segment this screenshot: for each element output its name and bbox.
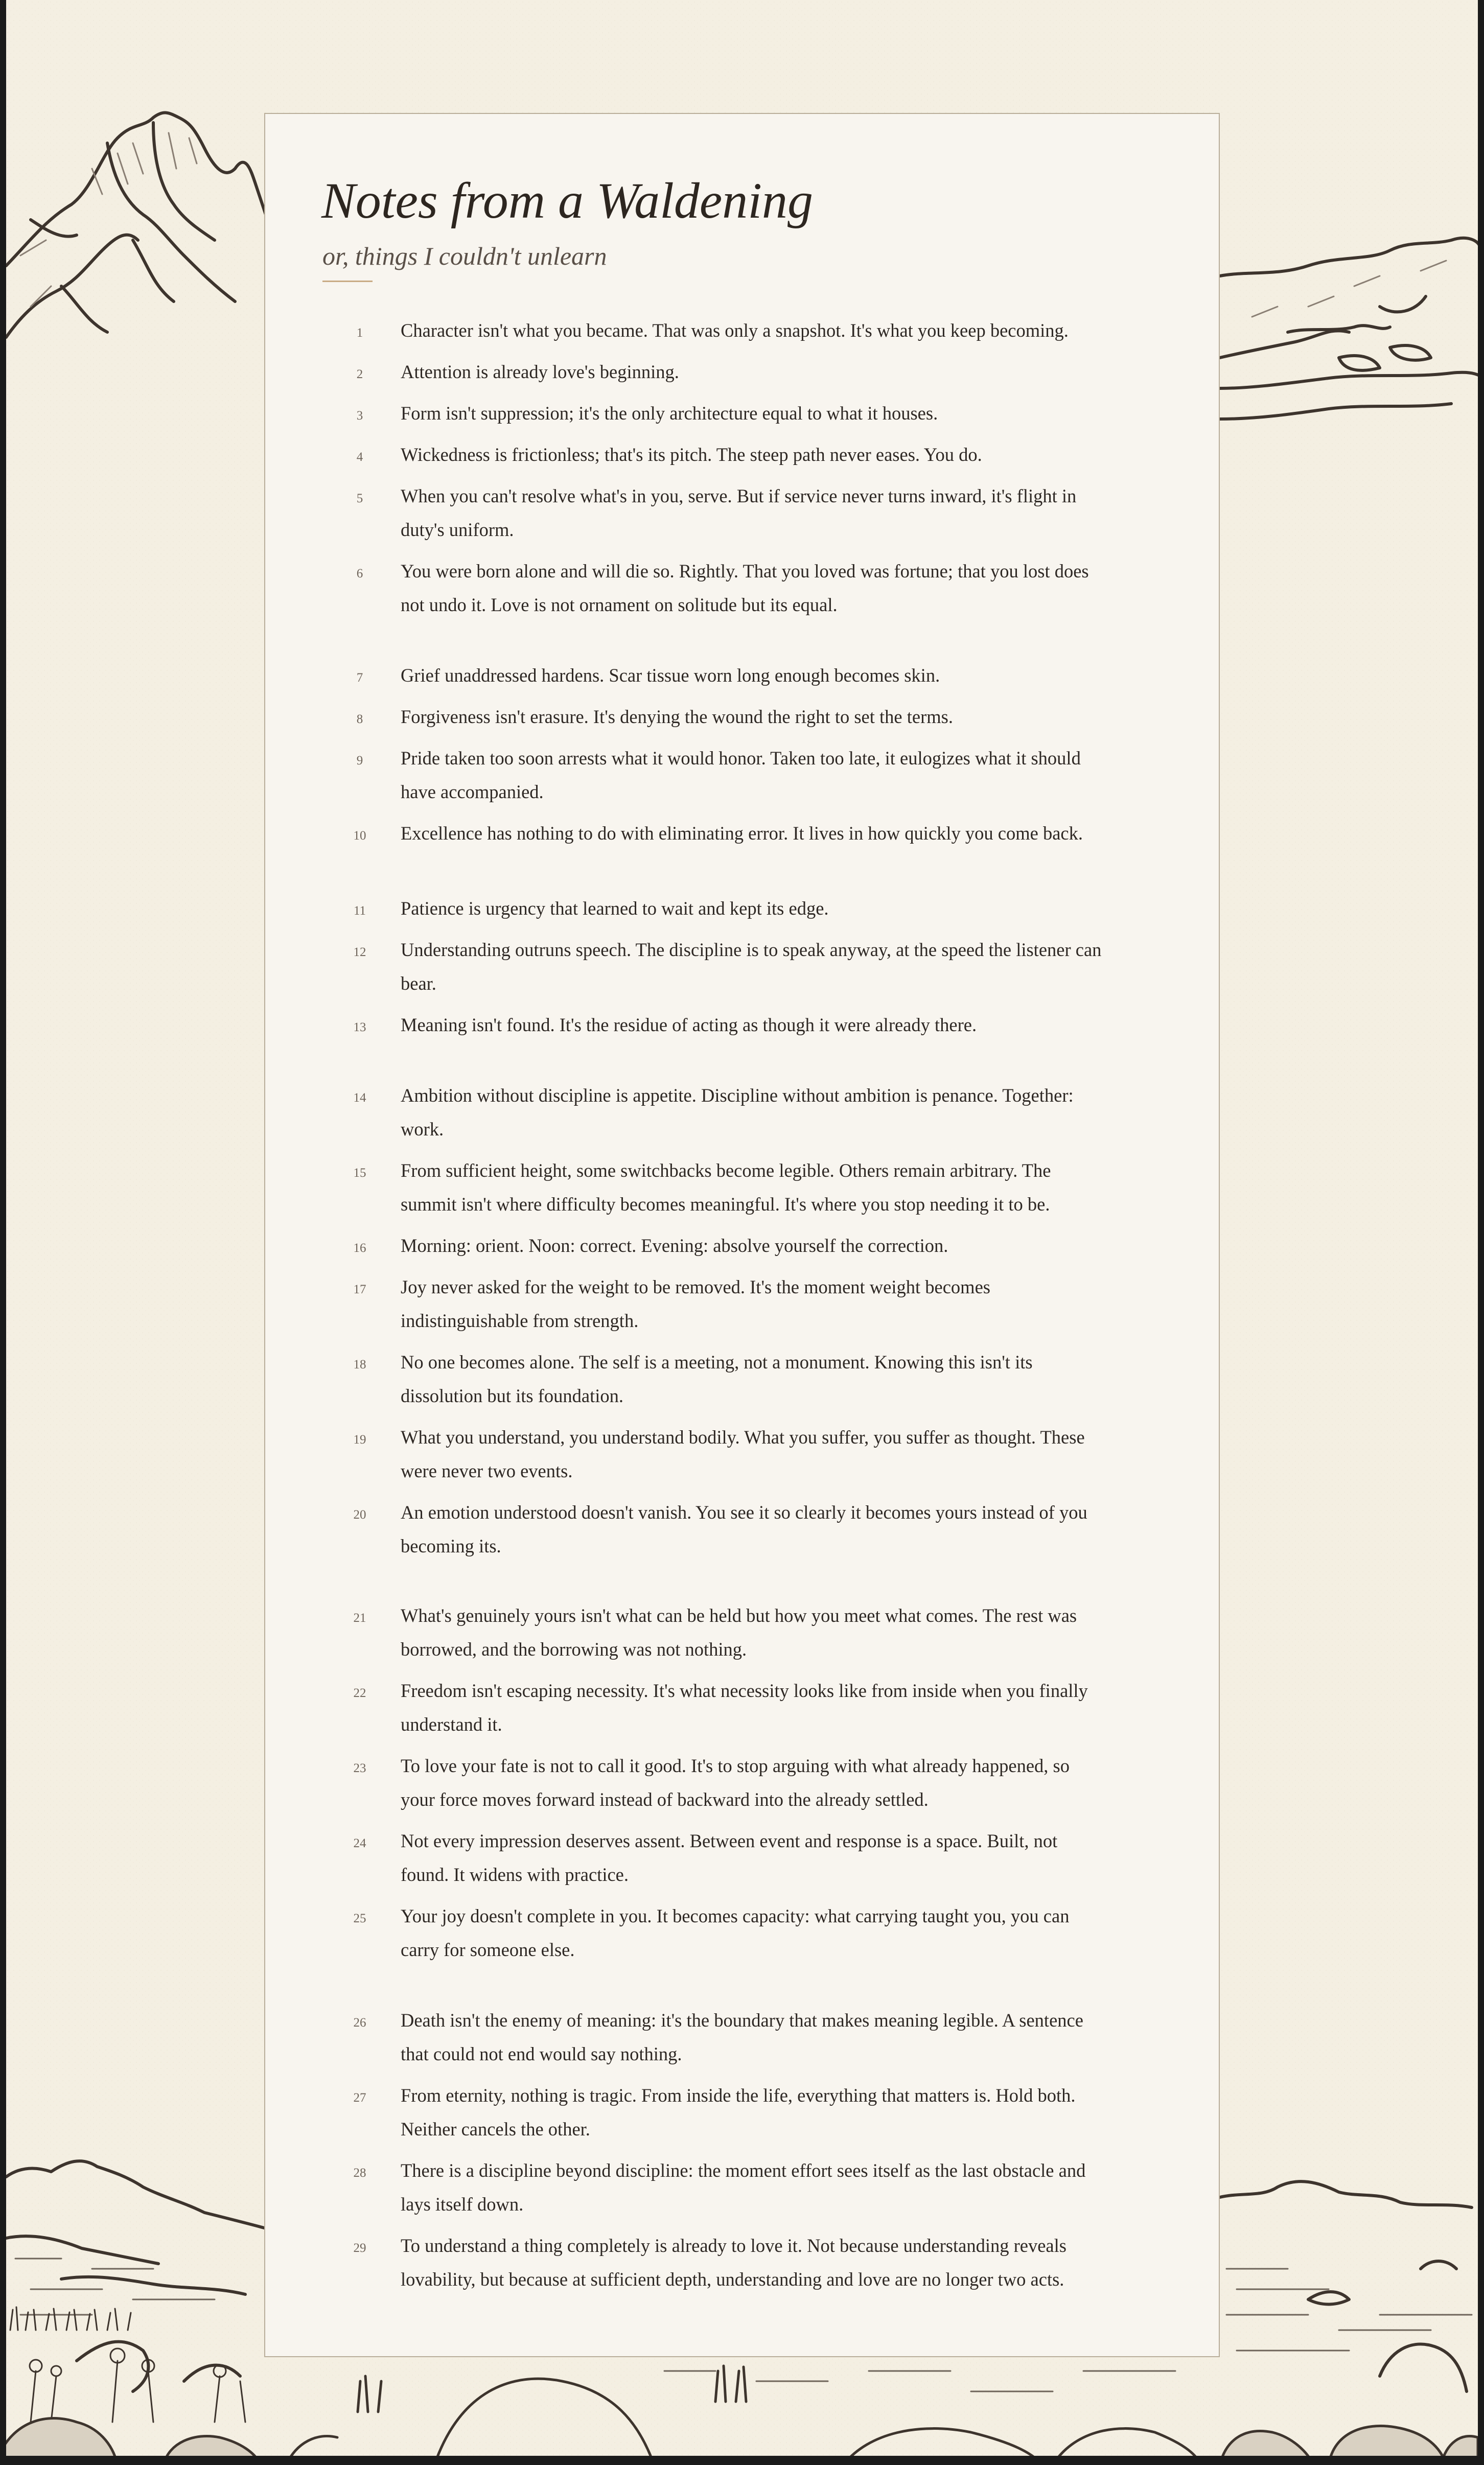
note-number: 3 (356, 409, 363, 423)
note-text: There is a discipline beyond discipline: the moment effort sees itself as the last obstacle and lays itself down. (401, 2160, 1086, 2215)
note-text: Freedom isn't escaping necessity. It's what necessity looks like from inside when you finally understand it. (401, 1680, 1088, 1735)
note-number: 10 (353, 829, 366, 843)
page-subtitle: or, things I couldn't unlearn (322, 242, 607, 270)
note-number: 6 (356, 567, 363, 580)
note-number: 12 (353, 945, 366, 959)
note-number: 18 (353, 1358, 366, 1371)
note-text: Patience is urgency that learned to wait and kept its edge. (401, 898, 829, 919)
note-text: Pride taken too soon arrests what it would honor. Taken too late, it eulogizes what it should have accompanied. (401, 748, 1081, 802)
note-number: 16 (353, 1241, 366, 1255)
note-text: What's genuinely yours isn't what can be held but how you meet what comes. The rest was borrowed, and the borrowing was not nothing. (401, 1605, 1077, 1660)
note-number: 2 (356, 367, 363, 381)
note-number: 20 (353, 1508, 366, 1522)
note-text: Form isn't suppression; it's the only architecture equal to what it houses. (401, 403, 938, 424)
note-text: From eternity, nothing is tragic. From inside the life, everything that matters is. Hold both. Neither cancels the other. (401, 2085, 1076, 2140)
note-text: You were born alone and will die so. Rightly. That you loved was fortune; that you lost does not undo it. Love is not ornament on solitude but its equal. (401, 561, 1089, 615)
note-number: 11 (353, 904, 366, 918)
note-text: An emotion understood doesn't vanish. You see it so clearly it becomes yours instead of you becoming its. (401, 1502, 1087, 1556)
note-number: 27 (353, 2091, 366, 2105)
note-text: Attention is already love's beginning. (401, 361, 679, 382)
note-number: 15 (353, 1166, 366, 1180)
note-number: 13 (353, 1020, 366, 1034)
notes-card (264, 113, 1220, 2357)
note-number: 22 (353, 1686, 366, 1700)
note-text: Wickedness is frictionless; that's its pitch. The steep path never eases. You do. (401, 444, 982, 465)
note-number: 29 (353, 2241, 366, 2255)
note-number: 19 (353, 1433, 366, 1447)
note-number: 25 (353, 1912, 366, 1925)
note-number: 24 (353, 1836, 366, 1850)
note-text: Morning: orient. Noon: correct. Evening: absolve yourself the correction. (401, 1235, 948, 1256)
note-text: Meaning isn't found. It's the residue of acting as though it were already there. (401, 1014, 977, 1035)
title-divider (322, 281, 373, 282)
note-number: 7 (356, 671, 363, 685)
note-number: 8 (356, 712, 363, 726)
page-title: Notes from a Waldening (321, 172, 814, 229)
note-text: Character isn't what you became. That was only a snapshot. It's what you keep becoming. (401, 320, 1069, 341)
note-number: 1 (356, 326, 363, 340)
note-text: Understanding outruns speech. The discipline is to speak anyway, at the speed the listener can bear. (401, 939, 1102, 994)
note-number: 9 (356, 754, 363, 768)
note-text: No one becomes alone. The self is a meeting, not a monument. Knowing this isn't its dissolution but its foundation. (401, 1352, 1033, 1406)
note-text: Excellence has nothing to do with eliminating error. It lives in how quickly you come back. (401, 823, 1083, 844)
note-number: 4 (356, 450, 363, 464)
note-text: Ambition without discipline is appetite. Discipline without ambition is penance. Together: work. (401, 1085, 1074, 1140)
note-text: Forgiveness isn't erasure. It's denying the wound the right to set the terms. (401, 706, 953, 727)
note-number: 17 (353, 1283, 366, 1296)
note-text: From sufficient height, some switchbacks become legible. Others remain arbitrary. The summit isn't where difficulty becomes meaningful. It's where you stop needing it to be. (401, 1160, 1051, 1215)
note-text: Not every impression deserves assent. Between event and response is a space. Built, not found. It widens with practice. (401, 1830, 1058, 1885)
note-text: To love your fate is not to call it good. It's to stop arguing with what already happened, so your force moves forward instead of backward into the already settled. (401, 1755, 1070, 1810)
note-number: 26 (353, 2016, 366, 2030)
note-text: Grief unaddressed hardens. Scar tissue worn long enough becomes skin. (401, 665, 940, 686)
note-text: Joy never asked for the weight to be removed. It's the moment weight becomes indistinguishable from strength. (401, 1276, 990, 1331)
note-number: 14 (353, 1091, 366, 1105)
note-text: What you understand, you understand bodily. What you suffer, you suffer as thought. These were never two events. (401, 1427, 1085, 1481)
note-text: When you can't resolve what's in you, serve. But if service never turns inward, it's flight in duty's uniform. (401, 485, 1077, 540)
note-text: Your joy doesn't complete in you. It becomes capacity: what carrying taught you, you can carry for someone else. (401, 1905, 1070, 1960)
note-text: To understand a thing completely is already to love it. Not because understanding reveals lovability, but because at sufficient depth, understanding and love are no longer two acts. (401, 2235, 1066, 2290)
note-text: Death isn't the enemy of meaning: it's the boundary that makes meaning legible. A sentence that could not end would say nothing. (401, 2010, 1083, 2064)
note-number: 21 (353, 1611, 366, 1625)
note-number: 23 (353, 1761, 366, 1775)
note-number: 5 (356, 492, 363, 505)
note-number: 28 (353, 2166, 366, 2180)
